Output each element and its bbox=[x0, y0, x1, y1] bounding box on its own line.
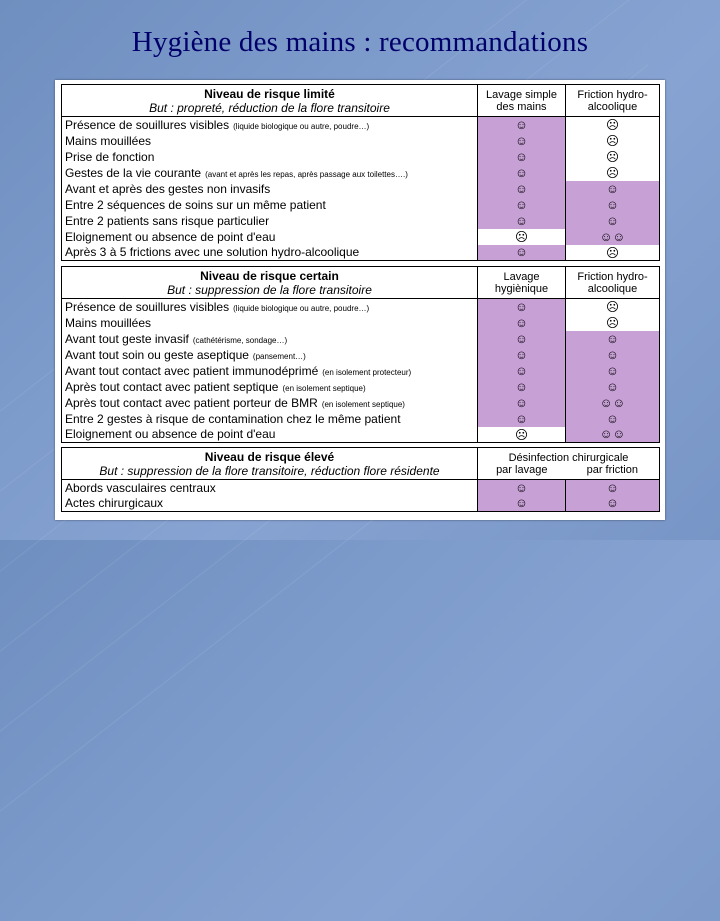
frown-icon: ☹ bbox=[566, 245, 660, 261]
column-header-lavage: Lavage simple des mains bbox=[478, 85, 566, 117]
table-row bbox=[62, 427, 660, 443]
row-label bbox=[62, 181, 478, 197]
smiley-icon: ☺ bbox=[478, 363, 566, 379]
smiley-icon: ☺ bbox=[478, 245, 566, 261]
row-label-text: Avant tout soin ou geste aseptique bbox=[65, 347, 249, 362]
frown-icon: ☹ bbox=[566, 117, 660, 133]
row-label-text: Actes chirurgicaux bbox=[65, 496, 164, 511]
smiley-icon: ☺ bbox=[478, 395, 566, 411]
smiley-icon: ☺ bbox=[566, 480, 660, 496]
column-header-friction: Friction hydro-alcoolique bbox=[566, 267, 660, 299]
double-smiley-icon: ☺☺ bbox=[566, 229, 660, 245]
smiley-icon: ☺ bbox=[566, 363, 660, 379]
smiley-icon: ☺ bbox=[566, 197, 660, 213]
row-label bbox=[62, 165, 478, 181]
smiley-icon: ☺ bbox=[478, 133, 566, 149]
row-label-text: Eloignement ou absence de point d'eau bbox=[65, 229, 276, 244]
row-label-text: Abords vasculaires centraux bbox=[65, 480, 216, 495]
row-label bbox=[62, 133, 478, 149]
row-label bbox=[62, 197, 478, 213]
smiley-icon: ☺ bbox=[478, 117, 566, 133]
smiley-icon: ☺ bbox=[478, 181, 566, 197]
table-row bbox=[62, 165, 660, 181]
row-label-text: Avant tout contact avec patient immunodéprimé bbox=[65, 363, 319, 378]
row-label bbox=[62, 347, 478, 363]
row-label-text: Avant tout geste invasif bbox=[65, 331, 189, 346]
table-row bbox=[62, 229, 660, 245]
row-note: (en isolement septique) bbox=[282, 383, 366, 393]
frown-icon: ☹ bbox=[478, 229, 566, 245]
frown-icon: ☹ bbox=[566, 133, 660, 149]
row-label-text: Avant et après des gestes non invasifs bbox=[65, 181, 271, 196]
smiley-icon: ☺ bbox=[478, 165, 566, 181]
smiley-icon: ☺ bbox=[566, 411, 660, 427]
smiley-icon: ☺ bbox=[478, 213, 566, 229]
smiley-icon: ☺ bbox=[478, 299, 566, 315]
row-label-text: Eloignement ou absence de point d'eau bbox=[65, 427, 276, 442]
smiley-icon: ☺ bbox=[478, 197, 566, 213]
row-label bbox=[62, 117, 478, 133]
row-label-text: Entre 2 patients sans risque particulier bbox=[65, 213, 270, 228]
table-row bbox=[62, 395, 660, 411]
row-label bbox=[62, 480, 478, 496]
table-row bbox=[62, 197, 660, 213]
frown-icon: ☹ bbox=[478, 427, 566, 443]
smiley-icon: ☺ bbox=[478, 149, 566, 165]
row-label-text: Présence de souillures visibles bbox=[65, 299, 230, 314]
table-row bbox=[62, 245, 660, 261]
row-label bbox=[62, 229, 478, 245]
smiley-icon: ☺ bbox=[566, 347, 660, 363]
row-note: (en isolement septique) bbox=[321, 399, 405, 409]
table-row bbox=[62, 331, 660, 347]
table-risque-eleve bbox=[61, 447, 660, 512]
smiley-icon: ☺ bbox=[478, 379, 566, 395]
table-risque-certain bbox=[61, 266, 660, 443]
smiley-icon: ☺ bbox=[566, 379, 660, 395]
table-row bbox=[62, 181, 660, 197]
frown-icon: ☹ bbox=[566, 165, 660, 181]
double-smiley-icon: ☺☺ bbox=[566, 395, 660, 411]
column-header-desinfection bbox=[478, 448, 660, 480]
table-row bbox=[62, 496, 660, 512]
row-label bbox=[62, 213, 478, 229]
row-note: (liquide biologique ou autre, poudre…) bbox=[233, 121, 370, 131]
row-label-text: Mains mouillées bbox=[65, 315, 152, 330]
row-label-text: Mains mouillées bbox=[65, 133, 152, 148]
row-note: (en isolement protecteur) bbox=[322, 367, 412, 377]
row-label-text: Présence de souillures visibles bbox=[65, 117, 230, 132]
frown-icon: ☹ bbox=[566, 149, 660, 165]
smiley-icon: ☺ bbox=[566, 213, 660, 229]
row-note: (pansement…) bbox=[252, 351, 306, 361]
table-row bbox=[62, 213, 660, 229]
frown-icon: ☹ bbox=[566, 299, 660, 315]
row-label bbox=[62, 363, 478, 379]
column-header-friction: Friction hydro-alcoolique bbox=[566, 85, 660, 117]
row-label bbox=[62, 299, 478, 315]
smiley-icon: ☺ bbox=[566, 496, 660, 512]
section-header: Niveau de risque élevé But : suppression de la flore transitoire, réduction flore résidente bbox=[62, 448, 478, 480]
row-label-text: Après tout contact avec patient septique bbox=[65, 379, 279, 394]
column-header-lavage: par lavage bbox=[496, 463, 548, 476]
row-label-text: Gestes de la vie courante bbox=[65, 165, 202, 180]
row-label-text: Entre 2 séquences de soins sur un même patient bbox=[65, 197, 326, 212]
table-row bbox=[62, 117, 660, 133]
row-label bbox=[62, 245, 478, 261]
row-label bbox=[62, 427, 478, 443]
table-row bbox=[62, 149, 660, 165]
recommendations-sheet bbox=[55, 80, 665, 520]
smiley-icon: ☺ bbox=[566, 331, 660, 347]
column-header-friction: par friction bbox=[586, 463, 638, 476]
table-row bbox=[62, 299, 660, 315]
row-label-text: Entre 2 gestes à risque de contamination chez le même patient bbox=[65, 411, 401, 426]
frown-icon: ☹ bbox=[566, 315, 660, 331]
row-note: (liquide biologique ou autre, poudre…) bbox=[233, 303, 370, 313]
slide-title: Hygiène des mains : recommandations bbox=[131, 26, 589, 58]
smiley-icon: ☺ bbox=[478, 331, 566, 347]
row-label bbox=[62, 149, 478, 165]
row-label bbox=[62, 331, 478, 347]
table-row bbox=[62, 315, 660, 331]
row-label-text: Prise de fonction bbox=[65, 149, 155, 164]
row-label bbox=[62, 315, 478, 331]
row-label bbox=[62, 395, 478, 411]
row-label bbox=[62, 496, 478, 512]
section-header: Niveau de risque limité But : propreté, réduction de la flore transitoire bbox=[62, 85, 478, 117]
smiley-icon: ☺ bbox=[478, 480, 566, 496]
section-header: Niveau de risque certain But : suppression de la flore transitoire bbox=[62, 267, 478, 299]
row-note: (avant et après les repas, après passage aux toilettes….) bbox=[205, 169, 408, 179]
row-label bbox=[62, 379, 478, 395]
table-row bbox=[62, 347, 660, 363]
double-smiley-icon: ☺☺ bbox=[566, 427, 660, 443]
smiley-icon: ☺ bbox=[566, 181, 660, 197]
table-risque-limite bbox=[61, 84, 660, 261]
smiley-icon: ☺ bbox=[478, 411, 566, 427]
table-row bbox=[62, 379, 660, 395]
table-row bbox=[62, 480, 660, 496]
smiley-icon: ☺ bbox=[478, 347, 566, 363]
smiley-icon: ☺ bbox=[478, 315, 566, 331]
table-row bbox=[62, 363, 660, 379]
column-header-lavage: Lavage hygiènique bbox=[478, 267, 566, 299]
row-note: (cathétérisme, sondage…) bbox=[192, 335, 288, 345]
table-row bbox=[62, 411, 660, 427]
smiley-icon: ☺ bbox=[478, 496, 566, 512]
row-label bbox=[62, 411, 478, 427]
column-group-label: Désinfection chirurgicale bbox=[508, 451, 629, 464]
row-label-text: Après 3 à 5 frictions avec une solution hydro-alcoolique bbox=[65, 245, 360, 260]
row-label-text: Après tout contact avec patient porteur de BMR bbox=[65, 395, 318, 410]
table-row bbox=[62, 133, 660, 149]
